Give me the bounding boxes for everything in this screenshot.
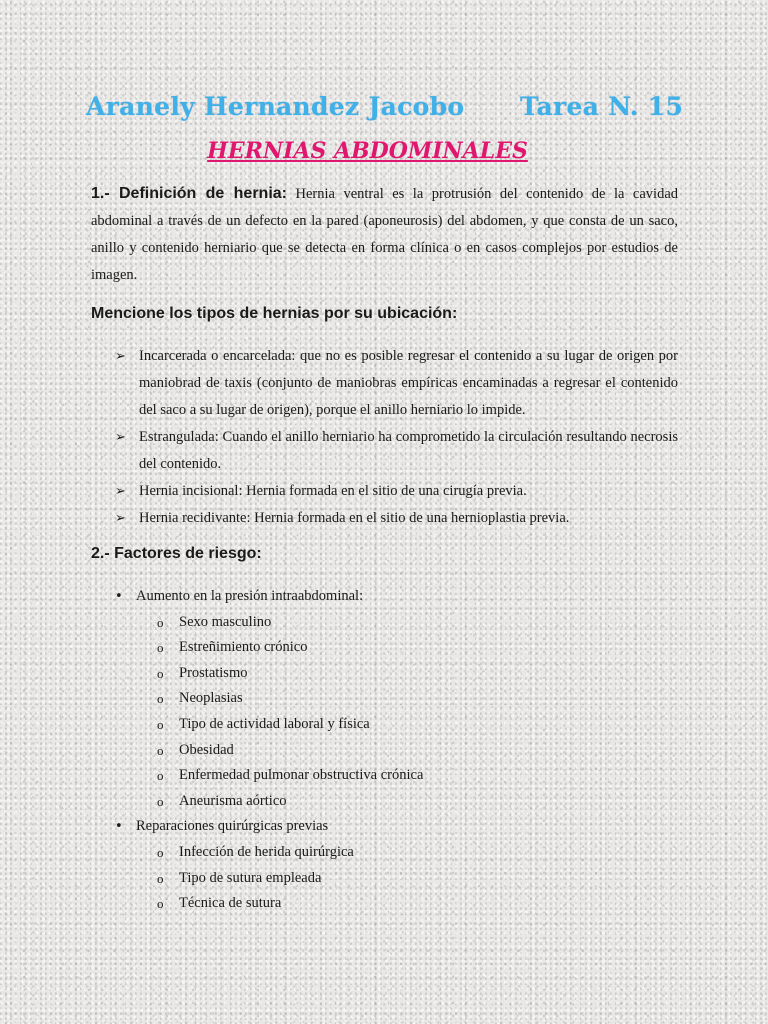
list-item (136, 610, 675, 636)
list-item (136, 686, 675, 712)
hernia-types-heading: Mencione los tipos de hernias por su ubicación: (91, 305, 458, 322)
task-number: Tarea N. 15 (520, 92, 684, 121)
arrow-bullet-icon: ➢ (115, 349, 126, 364)
circle-bullet-icon: o (157, 844, 164, 860)
risk-factors-list (115, 584, 675, 917)
circle-bullet-icon: o (157, 716, 164, 732)
circle-bullet-icon: o (157, 691, 164, 707)
circle-bullet-icon: o (157, 870, 164, 886)
list-item (115, 343, 678, 424)
circle-bullet-icon: o (157, 768, 164, 784)
list-item-text: Infección de herida quirúrgica (179, 843, 354, 860)
circle-bullet-icon: o (157, 640, 164, 656)
circle-bullet-icon: o (157, 896, 164, 912)
arrow-bullet-icon: ➢ (115, 511, 126, 526)
list-item-text: Tipo de sutura empleada (179, 869, 322, 886)
risk-factor-group (115, 814, 675, 916)
list-item (136, 789, 675, 815)
list-item (115, 505, 678, 532)
definition-paragraph (91, 180, 678, 289)
arrow-bullet-icon: ➢ (115, 430, 126, 445)
definition-text: Hernia ventral es la protrusión del contenido de la cavidad abdominal a través de un defecto en la pared (aponeurosis) del abdomen, y que consta de un saco, anillo y contenido herniario que se detecta en forma clínica o en casos complejos por estudios de imagen. (91, 186, 679, 283)
circle-bullet-icon: o (157, 665, 164, 681)
circle-bullet-icon: o (157, 742, 164, 758)
list-item (136, 763, 675, 789)
list-item-text: Tipo de actividad laboral y física (179, 715, 370, 732)
list-item-text: Obesidad (179, 741, 234, 758)
list-item-text: Prostatismo (179, 664, 248, 681)
author-name: Aranely Hernandez Jacobo (86, 92, 465, 121)
list-item (136, 712, 675, 738)
list-item-text: Aneurisma aórtico (179, 792, 287, 809)
bullet-icon: • (115, 589, 123, 604)
document-title: HERNIAS ABDOMINALES (207, 138, 528, 164)
list-item (115, 424, 678, 478)
circle-bullet-icon: o (157, 614, 164, 630)
bullet-icon: • (115, 819, 123, 835)
arrow-bullet-icon: ➢ (115, 484, 126, 499)
list-item (136, 635, 675, 661)
list-item-text: Estrangulada: Cuando el anillo herniario ha comprometido la circulación resultando necrosis del contenido. (139, 429, 678, 472)
risk-factor-sublist (136, 840, 675, 917)
list-item (136, 840, 675, 866)
list-item-text: Hernia recidivante: Hernia formada en el sitio de una hernioplastia previa. (139, 510, 570, 526)
risk-factor-group (115, 584, 675, 814)
list-item (136, 866, 675, 892)
list-item-text: Enfermedad pulmonar obstructiva crónica (179, 767, 424, 784)
risk-factors-heading: 2.- Factores de riesgo: (91, 545, 262, 562)
list-item (136, 891, 675, 917)
risk-factor-sublist (136, 610, 675, 815)
list-item-text: Sexo masculino (179, 613, 272, 630)
risk-factor-group-label: Reparaciones quirúrgicas previas (136, 818, 329, 835)
document-header (0, 92, 768, 132)
hernia-types-list (115, 343, 678, 532)
list-item-text: Incarcerada o encarcelada: que no es posible regresar el contenido a su lugar de origen por maniobrad de taxis (conjunto de maniobras empíricas encaminadas a regresar el contenido del saco a su lugar de origen), porque el anillo herniario lo impide. (139, 348, 678, 418)
list-item-text: Técnica de sutura (179, 895, 282, 912)
circle-bullet-icon: o (157, 793, 164, 809)
list-item-text: Estreñimiento crónico (179, 639, 308, 656)
definition-lead: 1.- Definición de hernia: (91, 185, 287, 202)
list-item-text: Hernia incisional: Hernia formada en el sitio de una cirugía previa. (139, 483, 527, 499)
list-item-text: Neoplasias (179, 690, 243, 707)
list-item (136, 661, 675, 687)
list-item (115, 478, 678, 505)
risk-factor-group-label: Aumento en la presión intraabdominal: (136, 588, 364, 604)
list-item (136, 738, 675, 764)
